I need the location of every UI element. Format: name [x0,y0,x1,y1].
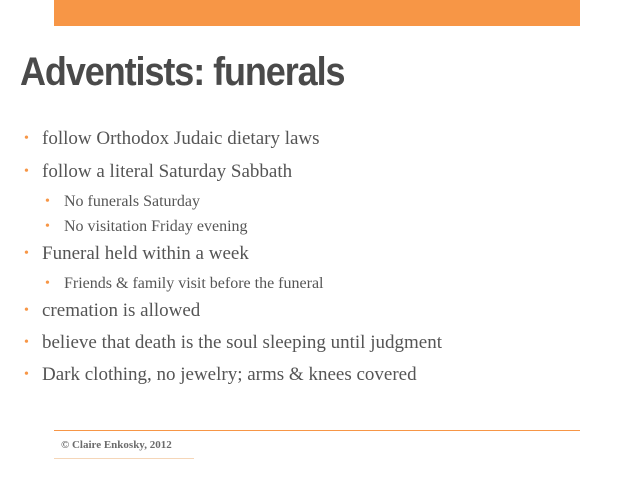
bullet-item [20,242,620,266]
bullet-icon: • [45,219,50,234]
footer-divider [54,430,580,431]
bullet-text: Friends & family visit before the funeral [64,275,324,292]
bullet-text: No visitation Friday evening [64,218,248,235]
bullet-list [20,127,620,387]
bullet-text: Dark clothing, no jewelry; arms & knees covered [42,364,417,385]
bullet-icon: • [24,131,29,146]
bullet-icon: • [24,246,29,261]
bullet-icon: • [24,367,29,382]
bullet-icon: • [24,164,29,179]
bullet-text: No funerals Saturday [64,193,200,210]
footer-underline [54,458,194,459]
copyright-footer: © Claire Enkosky, 2012 [61,439,172,451]
top-accent-band [54,0,580,26]
sub-bullet-item [20,190,620,213]
bullet-text: Funeral held within a week [42,243,249,264]
bullet-icon: • [45,276,50,291]
bullet-icon: • [24,303,29,318]
bullet-item [20,160,620,184]
bullet-item [20,127,620,151]
bullet-text: follow a literal Saturday Sabbath [42,161,293,182]
bullet-text: cremation is allowed [42,300,201,321]
bullet-item [20,299,620,323]
sub-bullet-item [20,272,620,295]
bullet-item [20,331,620,355]
bullet-icon: • [24,335,29,350]
sub-bullet-item [20,215,620,238]
bullet-text: believe that death is the soul sleeping until judgment [42,332,442,353]
slide-title: Adventists: funerals [20,50,345,94]
bullet-item [20,363,620,387]
bullet-icon: • [45,194,50,209]
bullet-text: follow Orthodox Judaic dietary laws [42,128,320,149]
